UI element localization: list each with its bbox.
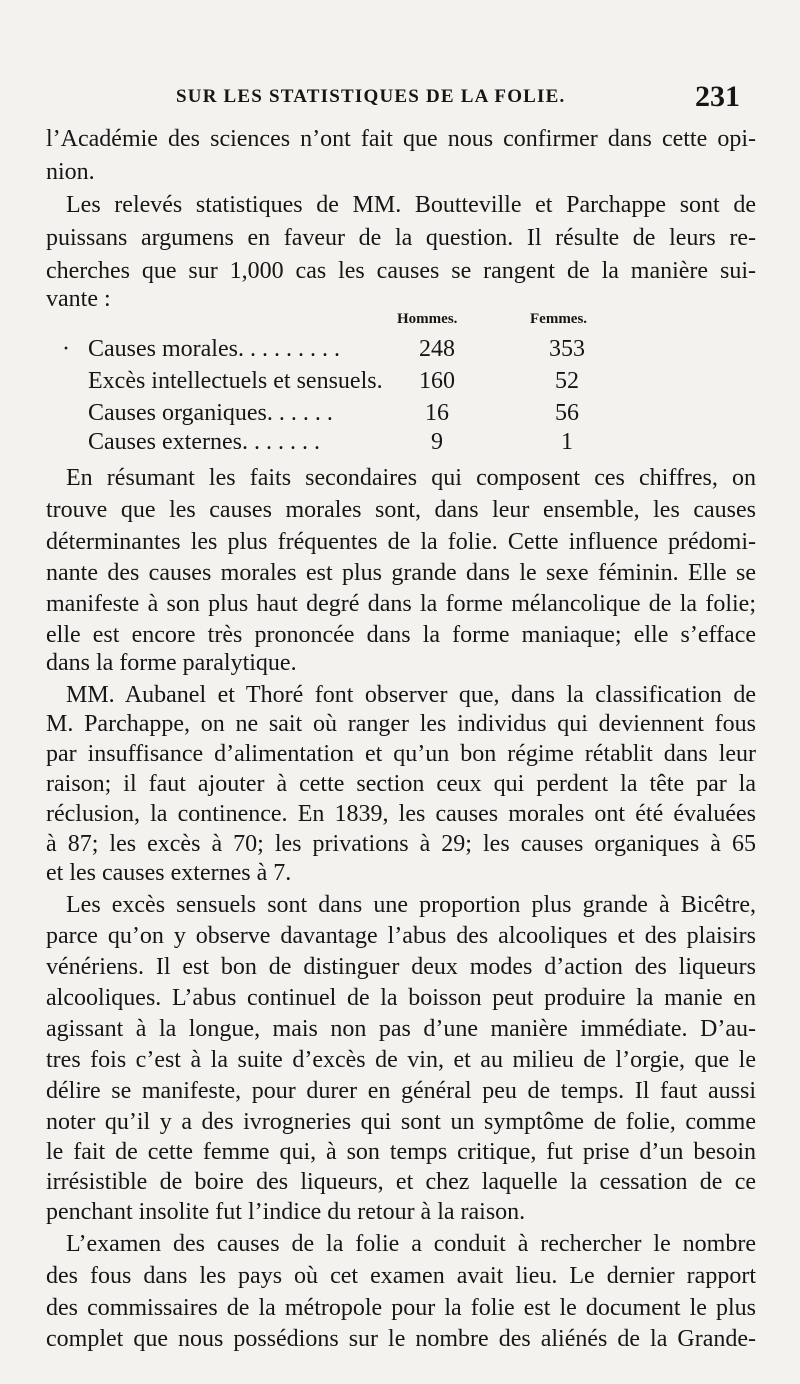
table-row	[62, 426, 622, 458]
text-line: Les excès sensuels sont dans une proportion plus grande à Bicêtre,	[66, 892, 756, 918]
table-row	[62, 365, 622, 397]
text-line: manifeste à son plus haut degré dans la forme mélancolique de la folie;	[46, 591, 756, 617]
text-line: à 87; les excès à 70; les privations à 29; les causes organiques à 65	[46, 831, 756, 857]
text-line: noter qu’il y a des ivrogneries qui sont un symptôme de folie, comme	[46, 1109, 756, 1135]
text-line: elle est encore très prononcée dans la forme maniaque; elle s’efface	[46, 622, 756, 648]
text-line: nante des causes morales est plus grande dans le sexe féminin. Elle se	[46, 560, 756, 586]
text-line: MM. Aubanel et Thoré font observer que, dans la classification de	[66, 682, 756, 708]
cause-label: Causes externes. . . . . . .	[88, 429, 320, 455]
value-femmes: 1	[561, 429, 573, 455]
value-femmes: 353	[549, 336, 585, 362]
cause-label: Excès intellectuels et sensuels.	[88, 368, 383, 394]
column-header-hommes: Hommes.	[397, 311, 458, 327]
text-line: complet que nous possédions sur le nombre des aliénés de la Grande-	[46, 1326, 756, 1352]
row-bullet: ·	[62, 336, 70, 362]
text-line: trouve que les causes morales sont, dans leur ensemble, les causes	[46, 497, 756, 523]
text-line: par insuffisance d’alimentation et qu’un bon régime rétablit dans leur	[46, 741, 756, 767]
column-header-femmes: Femmes.	[530, 311, 588, 327]
text-line: En résumant les faits secondaires qui composent ces chiffres, on	[66, 465, 756, 491]
cause-label: Causes morales. . . . . . . . .	[88, 336, 340, 362]
text-line: nion.	[46, 159, 95, 185]
table-row	[62, 333, 622, 365]
text-line: Les relevés statistiques de MM. Boutteville et Parchappe sont de	[66, 192, 756, 218]
value-hommes: 248	[419, 336, 455, 362]
text-line: raison; il faut ajouter à cette section ceux qui perdent la tête par la	[46, 771, 756, 797]
text-line: dans la forme paralytique.	[46, 650, 297, 676]
page-number: 231	[695, 80, 740, 113]
text-line: et les causes externes à 7.	[46, 860, 292, 886]
text-line: vénériens. Il est bon de distinguer deux modes d’action des liqueurs	[46, 954, 756, 980]
text-line: déterminantes les plus fréquentes de la folie. Cette influence prédomi-	[46, 529, 756, 555]
table-row	[62, 397, 622, 429]
text-line: le fait de cette femme qui, à son temps critique, fut prise d’un besoin	[46, 1139, 756, 1165]
text-line: tres fois c’est à la suite d’excès de vin, et au milieu de l’orgie, que le	[46, 1047, 756, 1073]
text-line: L’examen des causes de la folie a conduit à rechercher le nombre	[66, 1231, 756, 1257]
value-hommes: 160	[419, 368, 455, 394]
value-femmes: 52	[555, 368, 579, 394]
text-line: parce qu’on y observe davantage l’abus des alcooliques et des plaisirs	[46, 923, 756, 949]
text-line: des commissaires de la métropole pour la folie est le document le plus	[46, 1295, 756, 1321]
text-line: réclusion, la continence. En 1839, les causes morales ont été évaluées	[46, 801, 756, 827]
running-head: SUR LES STATISTIQUES DE LA FOLIE.	[176, 86, 566, 107]
text-line: cherches que sur 1,000 cas les causes se rangent de la manière sui-	[46, 258, 756, 284]
text-line: vante :	[46, 286, 111, 312]
value-hommes: 16	[425, 400, 449, 426]
text-line: l’Académie des sciences n’ont fait que nous confirmer dans cette opi-	[46, 126, 756, 152]
text-line: des fous dans les pays où cet examen avait lieu. Le dernier rapport	[46, 1263, 756, 1289]
text-line: délire se manifeste, pour durer en général peu de temps. Il faut aussi	[46, 1078, 756, 1104]
text-line: agissant à la longue, mais non pas d’une manière immédiate. D’au-	[46, 1016, 756, 1042]
text-line: M. Parchappe, on ne sait où ranger les individus qui deviennent fous	[46, 711, 756, 737]
cause-label: Causes organiques. . . . . .	[88, 400, 333, 426]
value-hommes: 9	[431, 429, 443, 455]
value-femmes: 56	[555, 400, 579, 426]
text-line: puissans argumens en faveur de la question. Il résulte de leurs re-	[46, 225, 756, 251]
text-line: irrésistible de boire des liqueurs, et chez laquelle la cessation de ce	[46, 1169, 756, 1195]
text-line: penchant insolite fut l’indice du retour à la raison.	[46, 1199, 526, 1225]
text-line: alcooliques. L’abus continuel de la boisson peut produire la manie en	[46, 985, 756, 1011]
